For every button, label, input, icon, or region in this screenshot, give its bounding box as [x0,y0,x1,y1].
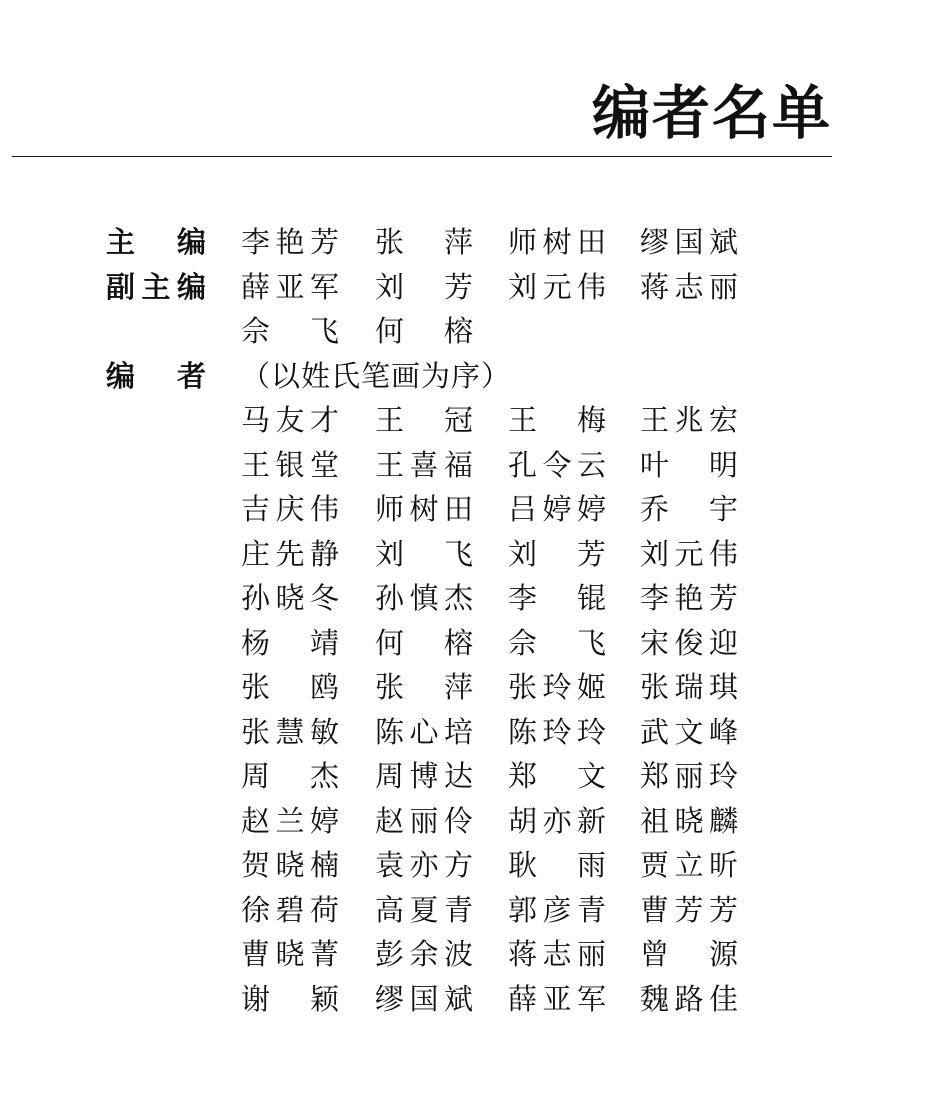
roster-row [0,977,930,1021]
editor-name: 佘 飞 [508,625,606,660]
editor-name: 赵 丽 伶 [375,803,473,838]
roster-row [0,487,930,531]
role-label-deputy-chief-editor: 副 主 编 [106,269,206,304]
roster-row [0,799,930,843]
editor-name: 王 兆 宏 [640,403,738,437]
editor-name: 贾 立 昕 [640,848,738,882]
editor-name: 徐 碧 荷 [241,892,339,927]
editor-name: 王 喜 福 [375,447,473,482]
roster-row [0,710,930,754]
editor-name: 张 瑞 琪 [640,670,738,704]
editor-name: 高 夏 青 [375,892,473,927]
editor-name: 杨 靖 [241,625,339,660]
editor-name: 刘 飞 [375,536,473,571]
editor-name: 陈 心 培 [375,714,473,749]
roster-row [0,932,930,976]
role-label-chief-editor: 主 编 [106,225,206,259]
editor-name: 李 艳 芳 [640,581,738,615]
roster-row [0,843,930,887]
editor-name: 耿 雨 [508,848,606,882]
editor-name: 何 榕 [375,625,473,660]
roster-row [0,354,930,398]
editor-name: 祖 晓 麟 [640,803,738,838]
ordering-note: （以姓氏笔画为序） [241,358,512,393]
editor-name: 郑 文 [508,759,606,793]
roster-row [0,265,930,309]
roster-row [0,754,930,798]
editor-name: 刘 元 伟 [508,269,606,304]
editor-name: 薛 亚 军 [508,981,606,1016]
editor-name: 王 冠 [375,403,473,437]
editor-name: 魏 路 佳 [640,981,738,1016]
editor-name: 张 慧 敏 [241,714,339,749]
editor-name: 吉 庆 伟 [241,492,339,526]
editor-name: 袁 亦 方 [375,848,473,882]
editor-name: 王 银 堂 [241,447,339,482]
editor-name: 赵 兰 婷 [241,803,339,838]
editor-name: 缪 国 斌 [375,981,473,1016]
editor-name: 彭 余 波 [375,937,473,971]
editor-name: 曹 芳 芳 [640,892,738,927]
editor-name: 孙 晓 冬 [241,581,339,615]
editor-name: 周 博 达 [375,759,473,793]
editor-name: 曹 晓 菁 [241,937,339,971]
editor-name: 周 杰 [241,759,339,793]
editor-name: 曾 源 [640,937,738,971]
editor-name: 谢 颖 [241,981,339,1016]
editor-name: 陈 玲 玲 [508,714,606,749]
editor-name: 张 鸥 [241,670,339,704]
editor-name: 贺 晓 楠 [241,848,339,882]
editor-name: 张 萍 [375,225,473,259]
editor-name: 刘 元 伟 [640,536,738,571]
editor-name: 李 锟 [508,581,606,615]
roster-row [0,309,930,353]
editor-name: 何 榕 [375,314,473,348]
editor-name: 张 萍 [375,670,473,704]
roster-row [0,665,930,709]
editor-name: 薛 亚 军 [241,269,339,304]
roster-row [0,532,930,576]
editor-name: 师 树 田 [375,492,473,526]
editor-name: 乔 宇 [640,492,738,526]
roster-row [0,220,930,264]
roster-row [0,576,930,620]
editor-name: 孔 令 云 [508,447,606,482]
editor-name: 庄 先 静 [241,536,339,571]
roster-row [0,888,930,932]
editor-name: 张 玲 姬 [508,670,606,704]
editor-name: 郑 丽 玲 [640,759,738,793]
editor-name: 师 树 田 [508,225,606,259]
editor-name: 王 梅 [508,403,606,437]
editor-name: 蒋 志 丽 [640,269,738,304]
editor-name: 孙 慎 杰 [375,581,473,615]
editor-name: 胡 亦 新 [508,803,606,838]
editor-name: 武 文 峰 [640,714,738,749]
editor-name: 郭 彦 青 [508,892,606,927]
role-label-editors: 编 者 [106,358,206,393]
page-title: 编者名单 [591,79,832,147]
editor-name: 叶 明 [640,447,738,482]
roster-row [0,621,930,665]
editor-name: 李 艳 芳 [241,225,339,259]
editor-name: 刘 芳 [508,536,606,571]
editor-name: 宋 俊 迎 [640,625,738,660]
editor-name: 刘 芳 [375,269,473,304]
editor-name: 佘 飞 [241,314,339,348]
roster-row [0,443,930,487]
editor-name: 蒋 志 丽 [508,937,606,971]
editor-name: 缪 国 斌 [640,225,738,259]
editor-name: 吕 婷 婷 [508,492,606,526]
roster-row [0,398,930,442]
editor-name: 马 友 才 [241,403,339,437]
